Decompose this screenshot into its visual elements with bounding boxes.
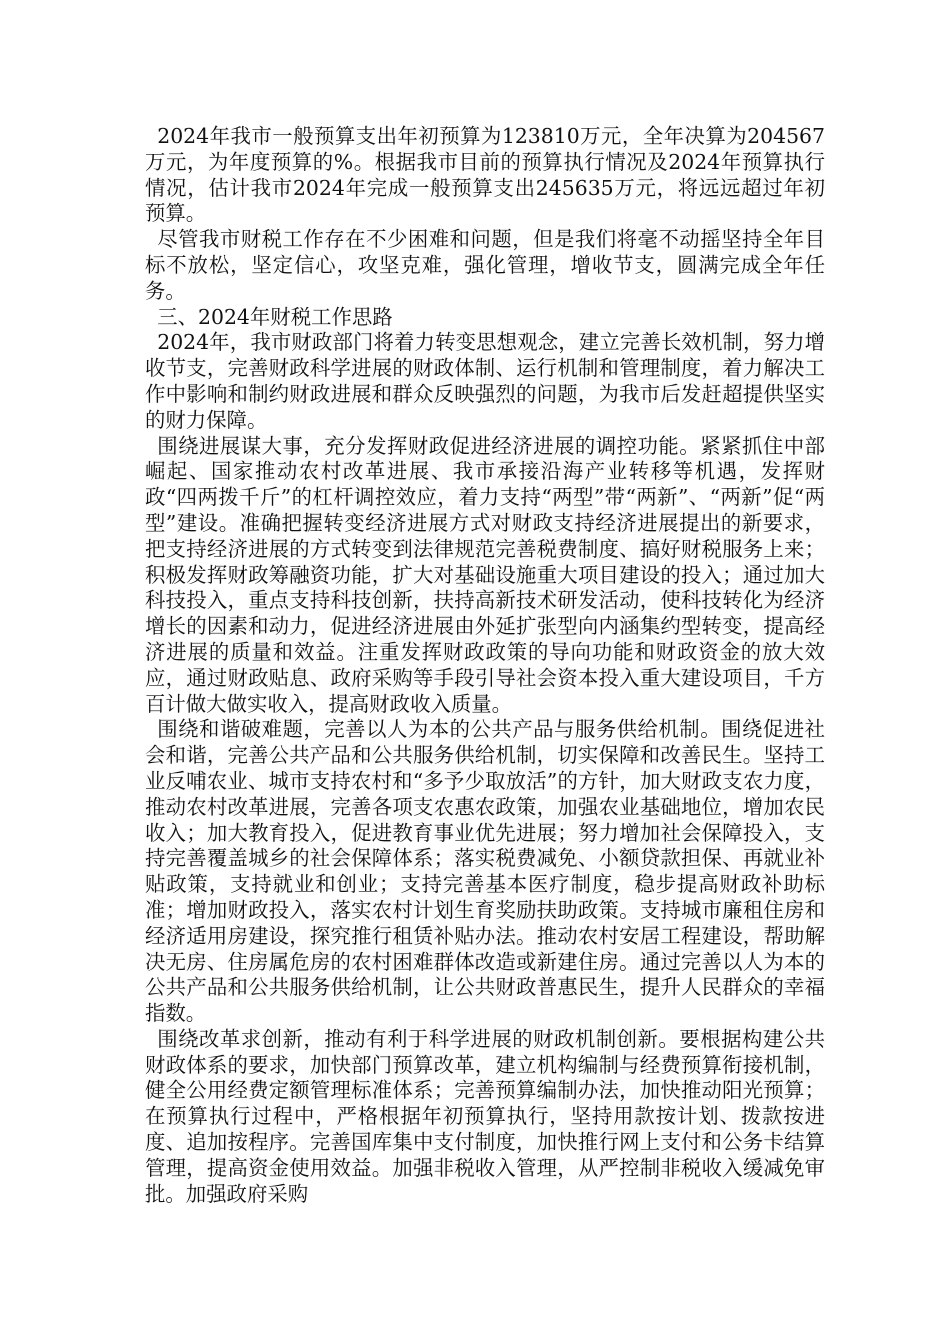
paragraph-economic-development: 围绕进展谋大事，充分发挥财政促进经济进展的调控功能。紧紧抓住中部崛起、国家推动农村改革进展、我市承接沿海产业转移等机遇，发挥财政“四两拨千斤”的杠杆调控效应，着力支持“两型”带“两新”、“两新”促“两型”建设。准确把握转变经济进展方式对财政支持经济进展提出的新要求，把支持经济进展的方式转变到法律规范完善税费制度、搞好财税服务上来；积极发挥财政筹融资功能，扩大对基础设施重大项目建设的投入；通过加大科技投入，重点支持科技创新，扶持高新技术研发活动，使科技转化为经济增长的因素和动力，促进经济进展由外延扩张型向内涵集约型转变，提高经济进展的质量和效益。注重发挥财政政策的导向功能和财政资金的放大效应，通过财政贴息、政府采购等手段引导社会资本投入重大建设项目，千方百计做大做实收入，提高财政收入质量。 [145, 433, 825, 716]
paragraph-commitment: 尽管我市财税工作存在不少困难和问题，但是我们将毫不动摇坚持全年目标不放松，坚定信心，攻坚克难，强化管理，增收节支，圆满完成全年任务。 [145, 227, 825, 303]
paragraph-public-services: 围绕和谐破难题，完善以人为本的公共产品与服务供给机制。围绕促进社会和谐，完善公共产品和公共服务供给机制，切实保障和改善民生。坚持工业反哺农业、城市支持农村和“多予少取放活”的方针，加大财政支农力度，推动农村改革进展，完善各项支农惠农政策，加强农业基础地位，增加农民收入；加大教育投入，促进教育事业优先进展；努力增加社会保障投入，支持完善覆盖城乡的社会保障体系；落实税费减免、小额贷款担保、再就业补贴政策，支持就业和创业；支持完善基本医疗制度，稳步提高财政补助标准；增加财政投入，落实农村计划生育奖励扶助政策。支持城市廉租住房和经济适用房建设，探究推行租赁补贴办法。推动农村安居工程建设，帮助解决无房、住房属危房的农村困难群体改造或新建住房。通过完善以人为本的公共产品和公共服务供给机制，让公共财政普惠民生，提升人民群众的幸福指数。 [145, 717, 825, 1026]
document-page [145, 124, 825, 1207]
paragraph-overview: 2024年，我市财政部门将着力转变思想观念，建立完善长效机制，努力增收节支，完善财政科学进展的财政体制、运行机制和管理制度，着力解决工作中影响和制约财政进展和群众反映强烈的问题，为我市后发赶超提供坚实的财力保障。 [145, 330, 825, 432]
section-heading: 三、2024年财税工作思路 [157, 304, 393, 329]
paragraph-reform-innovation: 围绕改革求创新，推动有利于科学进展的财政机制创新。要根据构建公共财政体系的要求，加快部门预算改革，建立机构编制与经费预算衔接机制，健全公用经费定额管理标准体系；完善预算编制办法，加快推动阳光预算；在预算执行过程中，严格根据年初预算执行，坚持用款按计划、拨款按进度、追加按程序。完善国库集中支付制度，加快推行网上支付和公务卡结算管理，提高资金使用效益。加强非税收入管理，从严控制非税收入缓减免审批。加强政府采购 [145, 1026, 825, 1206]
paragraph-budget-summary: 2024年我市一般预算支出年初预算为123810万元，全年决算为204567万元，为年度预算的%。根据我市目前的预算执行情况及2024年预算执行情况，估计我市2024年完成一般预算支出245635万元，将远远超过年初预算。 [145, 124, 825, 226]
